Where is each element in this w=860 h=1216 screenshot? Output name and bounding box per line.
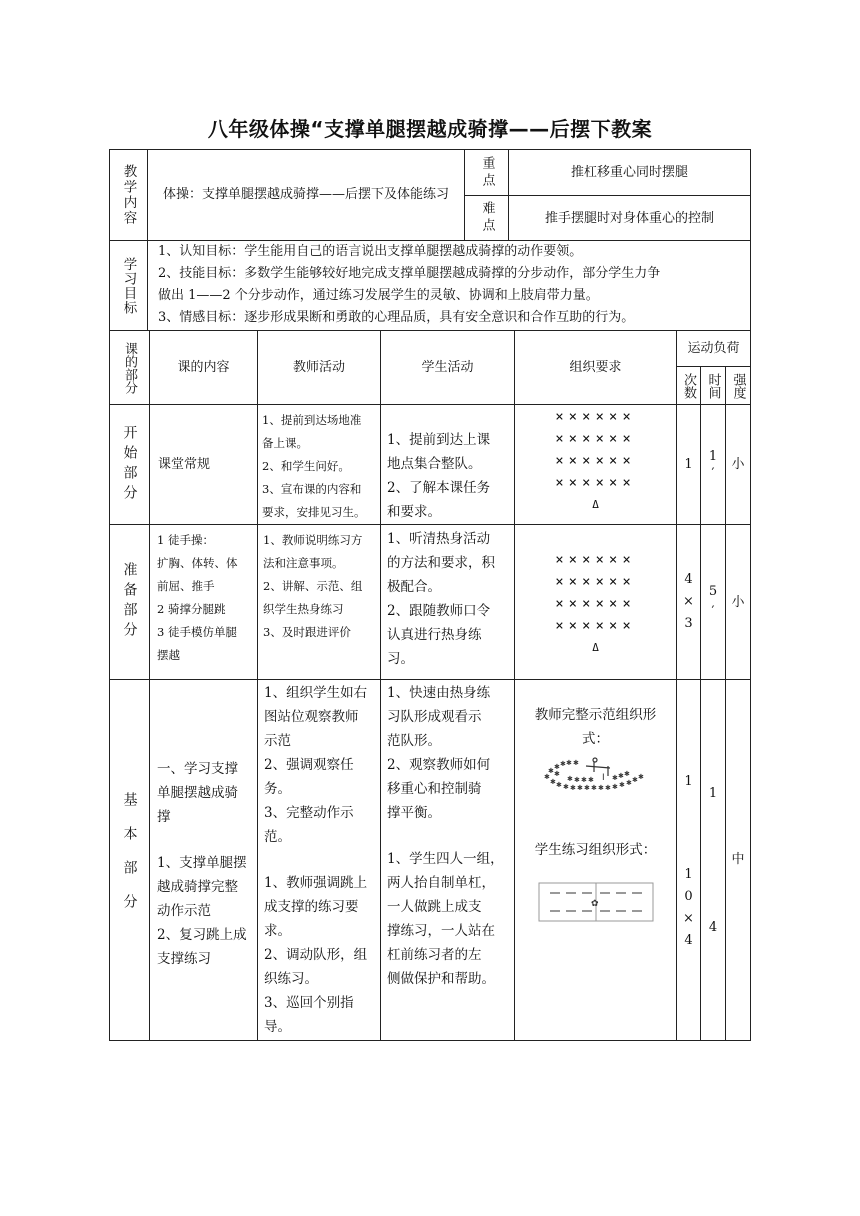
svg-text:✱: ✱ [567,775,573,783]
difficult-point-label [465,196,508,240]
prep-intensity: 小 [731,594,745,610]
prep-part-label [110,525,149,679]
key-point: 推杠移重心同时摆腿 [570,165,688,180]
learning-goals-label [110,241,147,330]
svg-text:✱: ✱ [612,774,618,782]
start-content: 课堂常规 [158,457,211,472]
svg-text:✱: ✱ [574,776,580,784]
svg-text:✱: ✱ [554,763,560,771]
student-row: ×××××× [555,574,636,590]
start-times: 1 [684,457,693,472]
start-part-label [110,405,149,524]
student-row: ×××××× [555,475,636,491]
page-title: 八年级体操“支撑单腿摆越成骑撑——后摆下教案 [207,117,653,141]
svg-text:✱: ✱ [591,784,597,792]
label-text: 基本部分 [121,792,138,928]
spacer [387,825,514,847]
label-text: 课的部分 [122,341,137,394]
svg-text:✱: ✱ [570,784,576,792]
svg-text:✱: ✱ [588,776,594,784]
prep-formation [515,549,676,661]
demo-formation-diagram [540,756,660,798]
teaching-content-label [110,150,147,240]
svg-text:✱: ✱ [560,760,566,768]
goal-line: 2、技能目标：多数学生能够较好地完成支撑单腿摆越成骑撑的分步动作，部分学生力争 [158,266,661,281]
prep-student: 1、听清热身活动 的方法和要求，积 极配合。 2、跟随教师口令 认真进行热身练 习。 [387,531,495,667]
label-text: 强度 [730,372,746,399]
svg-text:✱: ✱ [605,784,611,792]
prep-teacher: 1、教师说明练习方 法和注意事项。 2、讲解、示范、组 织学生热身练习 3、及时跟进评价 [263,533,363,639]
svg-text:✱: ✱ [632,776,638,784]
label-text: 教学内容 [120,164,137,226]
goal-line: 做出 1——2 个分步动作，通过练习发展学生的灵敏、协调和上肢肩带力量。 [158,288,599,303]
prep-times: 4 × 3 [683,572,694,631]
practice-formation-diagram [538,882,654,922]
header-student: 学生活动 [421,360,474,375]
svg-text:✱: ✱ [598,784,604,792]
student-row: ×××××× [555,431,636,447]
header-teacher: 教师活动 [292,360,345,375]
label-text: 学习目标 [120,256,137,315]
basic-times-a: 1 [684,773,693,789]
svg-text:✱: ✱ [550,778,556,786]
table-border-right [750,149,751,1041]
svg-text:✱: ✱ [566,759,572,767]
label-text: 准备部分 [121,562,138,642]
header-times [677,367,700,404]
header-content: 课的内容 [177,360,230,375]
label-text: 重点 [479,155,495,190]
svg-text:✱: ✱ [563,783,569,791]
start-student: 1、提前到达上课 地点集合整队。 2、了解本课任务 和要求。 [387,432,491,520]
prep-content: 1 徒手操： 扩胸、体转、体 前屈、推手 2 骑撑分腿跳 3 徒手模仿单腿 摆越 [157,533,238,662]
col-divider [147,240,148,331]
svg-text:✿: ✿ [591,899,599,909]
basic-times-b: 1 0 × 4 [683,867,694,948]
key-point-label [465,150,508,195]
svg-text:✱: ✱ [626,779,632,787]
table-border-bottom [109,1040,750,1041]
start-intensity: 小 [731,457,745,472]
svg-text:✱: ✱ [624,770,630,778]
basic-student: 1、快速由热身练 习队形成观看示 范队形。 2、观察教师如何 移重心和控制骑 撑平衡。 1、学生四人一组， 两人抬自制单杠， 一人做跳上成支 撑练习，一人站在 杠前练习者的左 侧做保护和帮助。 [387,681,514,991]
student-row: ×××××× [555,453,636,469]
row-divider [109,524,750,525]
svg-text:✱: ✱ [556,781,562,789]
basic-duration-a: 1 [708,785,718,801]
svg-text:✱: ✱ [554,770,560,778]
student-row: ×××××× [555,596,636,612]
col-divider [149,330,150,1041]
svg-text:I: I [602,773,605,783]
row-divider [109,679,750,680]
header-part [110,331,149,404]
student-row: ×××××× [555,409,636,425]
header-intensity [726,367,750,404]
svg-text:✱: ✱ [618,772,624,780]
header-load: 运动负荷 [687,340,740,356]
svg-text:✱: ✱ [573,759,579,767]
prep-duration: 5 ′ [708,584,718,619]
teaching-content: 体操：支撑单腿摆越成骑撑——后摆下及体能练习 [162,187,449,202]
svg-text:✱: ✱ [544,773,550,781]
col-divider [257,330,258,1041]
svg-text:✱: ✱ [619,781,625,789]
basic-org-demo: 教师完整示范组织形 式： [534,707,657,747]
col-divider [147,149,148,241]
header-org: 组织要求 [569,360,622,375]
student-row: ×××××× [555,618,636,634]
basic-content: 一、学习支撑 单腿摆越成骑 撑 1、支撑单腿摆 越成骑撑完整 动作示范 2、复习跳上成 支撑练习 [157,757,257,971]
goal-line: 3、情感目标：逐步形成果断和勇敢的心理品质，具有安全意识和合作互助的行为。 [158,310,635,325]
difficult-point: 推手摆腿时对身体重心的控制 [544,210,714,226]
start-duration: 1 ′ [708,448,718,481]
svg-text:✱: ✱ [548,767,554,775]
spacer [264,849,380,871]
student-row: ×××××× [555,552,636,568]
learning-goals [158,241,748,330]
svg-text:✱: ✱ [638,773,644,781]
basic-intensity: 中 [731,851,745,867]
spacer [157,829,257,851]
goal-line: 1、认知目标：学生能用自己的语言说出支撑单腿摆越成骑撑的动作要领。 [158,244,583,259]
header-duration [701,367,725,404]
basic-duration-b: 4 [708,919,718,935]
label-text: 难点 [479,201,495,235]
basic-part-label [110,680,149,1040]
basic-teacher: 1、组织学生如右 图站位观察教师 示范 2、强调观察任 务。 3、完整动作示 范。 1、教师强调跳上 成支撑的练习要 求。 2、调动队形，组 织练习。 3、巡回个别指 导。 [264,681,380,1039]
start-teacher: 1、提前到达场地准 备上课。 2、和学生问好。 3、宣布课的内容和 要求，安排见习生。 [262,413,366,519]
label-text: 开始部分 [121,424,138,505]
basic-org-practice: 学生练习组织形式： [534,842,657,858]
start-formation [515,406,676,518]
svg-text:✱: ✱ [612,783,618,791]
teacher-marker: Δ [592,498,599,511]
svg-text:✱: ✱ [584,784,590,792]
label-text: 次数 [681,372,696,399]
svg-text:✱: ✱ [577,784,583,792]
teacher-marker: Δ [592,641,599,654]
svg-text:✱: ✱ [581,776,587,784]
label-text: 时间 [705,372,721,399]
col-divider [380,330,381,1041]
